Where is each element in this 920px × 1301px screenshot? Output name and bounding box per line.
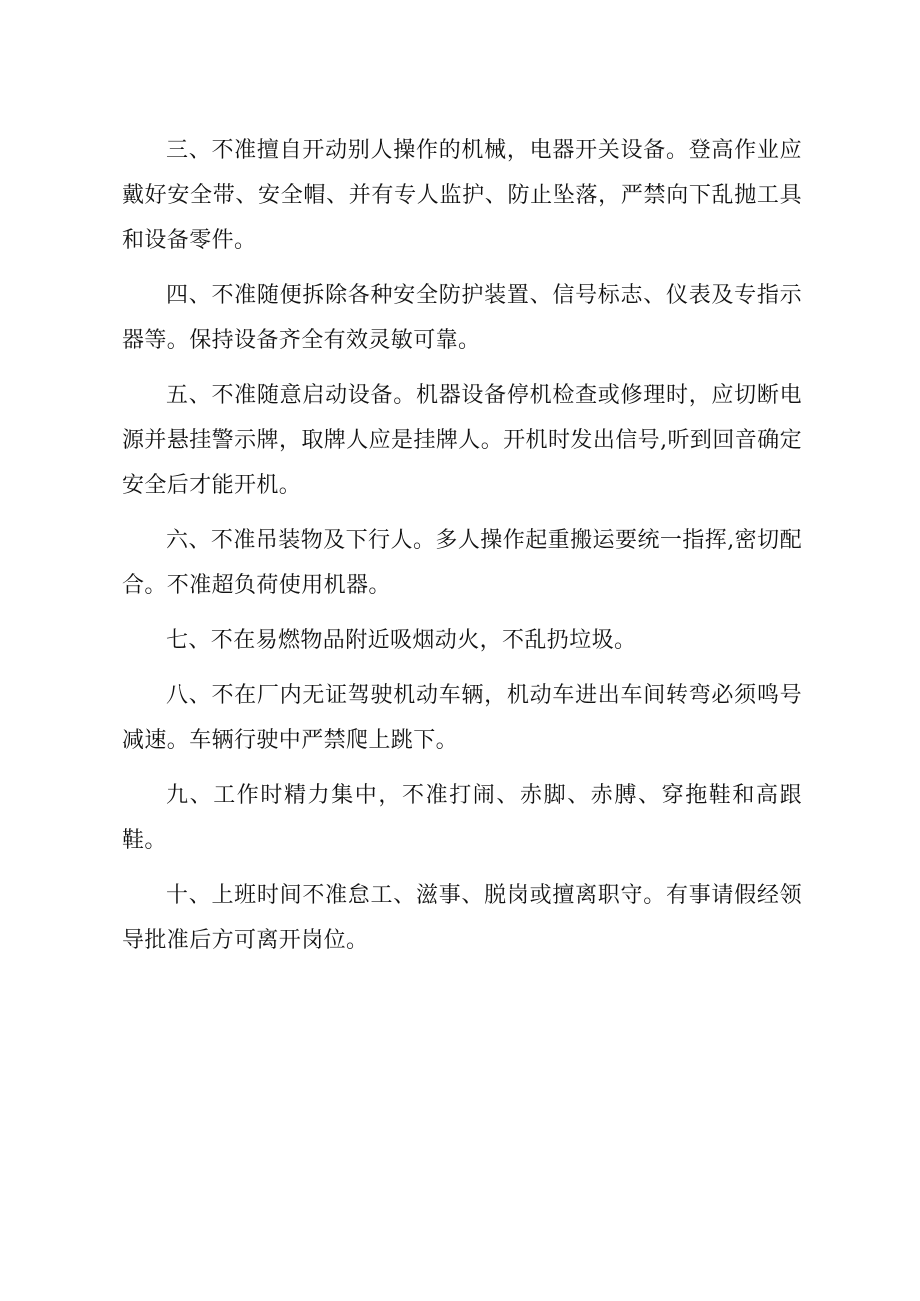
rule-paragraph-3: 三、不准擅自开动别人操作的机械，电器开关设备。登高作业应戴好安全带、安全帽、并有专人监护、防止坠落，严禁向下乱抛工具和设备零件。: [122, 138, 802, 253]
rule-paragraph-7: 七、不在易燃物品附近吸烟动火，不乱扔垃圾。: [166, 628, 637, 653]
rule-paragraph-4: 四、不准随便拆除各种安全防护装置、信号标志、仪表及专指示器等。保持设备齐全有效灵敏可靠。: [122, 283, 802, 353]
rule-paragraph-5: 五、不准随意启动设备。机器设备停机检查或修理时，应切断电源并悬挂警示牌，取牌人应是挂牌人。开机时发出信号,听到回音确定安全后才能开机。: [122, 383, 802, 498]
rule-paragraph-9: 九、工作时精力集中，不准打闹、赤脚、赤膊、穿拖鞋和高跟鞋。: [122, 783, 802, 853]
rule-paragraph-6: 六、不准吊装物及下行人。多人操作起重搬运要统一指挥,密切配合。不准超负荷使用机器。: [122, 528, 802, 598]
document-body: [122, 128, 802, 973]
rule-paragraph-8: 八、不在厂内无证驾驶机动车辆，机动车进出车间转弯必须鸣号减速。车辆行驶中严禁爬上跳下。: [122, 683, 802, 753]
rule-paragraph-10: 十、上班时间不准怠工、滋事、脱岗或擅离职守。有事请假经领导批准后方可离开岗位。: [122, 883, 802, 953]
